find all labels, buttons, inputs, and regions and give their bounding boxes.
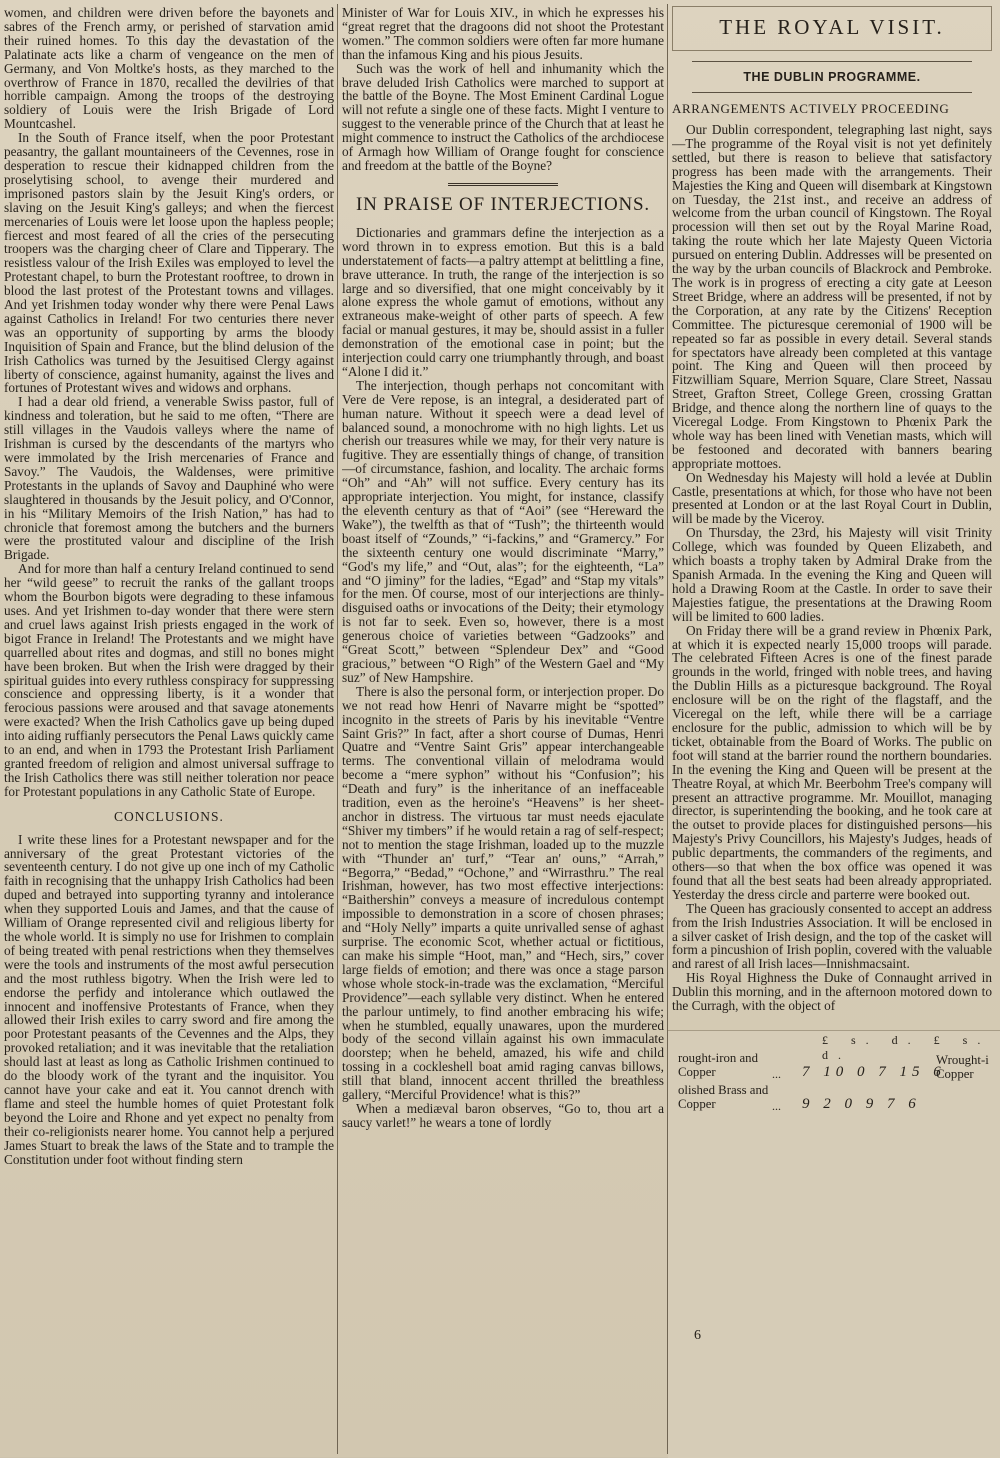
paragraph: His Royal Highness the Duke of Connaught arrived in Dublin this morning, and in the afternoon motored down to the Curragh, with the object of [672,970,992,1014]
item-label: olished Brass and Copper [678,1083,769,1111]
price-row [674,1083,994,1115]
paragraph: Such was the work of hell and inhumanity which the brave deluded Irish Catholics were marched to support at the battle of the Boyne. The Most Eminent Cardinal Logue will not refute a single one of these facts. Might I venture to suggest to the venerable prince of the Church that at least he might commence to instruct the Catholics of the archdiocese of Armagh how William of Orange fought for conscience and freedom at the battle of the Boyne? [342,60,664,173]
paragraph: There is also the personal form, or interjection proper. Do we not read how Henri of Navarre might be “spotted” incognito in the streets of Paris by his inevitable “Ventre Saint Gris?” In fact, after a short course of Dumas, Henri Quatre and “Ventre Saint Gris” appear interchangeable terms. The conventional villain of melodrama would become a “mere syphon” without his “Confusion”; his “Death and fury” is the inheritance of an ineffaceable tradition, even as the heroine's “Heavens” is her sheet-anchor in distress. The virtuous tar must needs ejaculate “Shiver my timbers” if he would retain a rag of self-respect; not to mention the stage Irishman, loaded up to the muzzle with “Thunder an' turf,” “Tear an' ouns,” “Arrah,” “Begorra,” “Bedad,” “Ochone,” and “Wirrasthru.” The real Irishman, however, has two most effective interjections: “Baithershin” conveys a measure of incredulous contempt impossible to demonstration in a score of chosen phrases; and “Holy Nelly” imparts a quite unrivalled sense of aghast surprise. The economic Scot, whether actual or fictitious, can make his simple “Hoot, man,” and “Hech, sirs,” cover large fields of emotion; and there was once a stage parson whose whole stock-in-trade was the exclamation, “Merciful Providence”—each syllable very distinct. When he entered the parlour untimely, to find another embracing his wife; when he stumbled, equally unawares, upon the murdered body of the second villain against his own immaculate doorstep; when he beheld, amazed, his wife and child tossing in a cockleshell boat amid raging canvas billows, still that bland, innocent accent thrilled the breathless gallery, “Merciful Providence! what is this?” [342,683,664,1103]
currency-header: £ s. d. £ s. d. [822,1033,991,1062]
paragraph: When a mediæval baron observes, “Go to, thou art a saucy varlet!” he wears a tone of lordly [342,1100,664,1130]
item-label: rought-iron and Copper [678,1051,758,1079]
paragraph: I had a dear old friend, a venerable Swiss pastor, full of kindness and toleration, but he said to me often, “There are still villages in the Vaudois valleys where the name of Irishman is cursed by the descendants of the martyrs who were immolated by the Irish mercenaries of France and Savoy.” The Vaudois, the Waldenses, were primitive Protestants in the uplands of Savoy and Dauphiné who were slaughtered in thousands by the Jesuit policy, and O'Connor, in his “Military Memoirs of the Irish Nation,” has had to chronicle that foremost among the butchers and the burners were the prostituted valour and discipline of the Irish Brigade. [4,394,334,563]
paragraph: On Thursday, the 23rd, his Majesty will visit Trinity College, which was founded by Queen Elizabeth, and which boasts a trophy taken by Admiral Drake from the Spanish Armada. In the evening the King and Queen will hold a Drawing Room at the Castle. In order to save their Majesties fatigue, the presentations at the Drawing Room will be limited to 600 ladies. [672,525,992,624]
section-divider [448,183,558,186]
page-number: 6 [694,1328,701,1343]
price-amount: 7 10 0 7 15 6 [802,1064,946,1080]
column-middle [342,6,664,1454]
paragraph: On Friday there will be a grand review in Phœnix Park, at which it is expected nearly 15,000 troops will parade. The celebrated Fifteen Acres is one of the finest parade grounds in the world, fringed with noble trees, and having the Dublin Hills as a picturesque background. The Royal enclosure will be on the right of the flagstaff, and the Viceregal on the left, while there will be a carriage enclosure for the public, admission to which will be by ticket, obtainable from the Board of Works. The public on foot will stand at the barrier round the northern boundaries. In the evening the King and Queen will be present at the Theatre Royal, at which Mr. Beerbohm Tree's company will present an attractive programme. Mr. Mouillot, managing director, is superintending the booking, and he took care at the outset to provide places for distinguished persons—his Majesty's Privy Councillors, his Majesty's Judges, heads of public departments, the commanders of the regiments, and others—so that when the box office was opened it was found that all the best seats had been already appropriated. Yesterday the dress circle and parterre were booked out. [672,622,992,902]
article-title: IN PRAISE OF INTERJECTIONS. [356,193,650,215]
column-left [4,6,334,1454]
royal-visit-header [672,6,992,51]
conclusions-heading: CONCLUSIONS. [114,808,224,824]
paragraph: And for more than half a century Ireland continued to send her “wild geese” to recruit the ranks of the gallant troops whom the Bourbon bigots were degrading to these infamous uses. And yet Irishmen to-day wonder that there were stern and cruel laws against Irish priests engaged in the work of bigot France in Ireland! The Protestants and we might have quarrelled about rites and dogmas, and still no bones might have been broken. But when the Irish were dragged by their spiritual guides into every ruthless conspiracy for suppressing conscience and oppressing liberty, is it a wonder that ferocious passions were aroused and that savage atonements were exacted? When the Irish Catholics gave up being duped into aiding ruffianly persecutors the Penal Laws quickly came to an end, and when in 1793 the Protestant Irish Parliament granted freedom of religion and almost universal suffrage to the Irish Catholics there was still neither toleration nor peace for Protestant populations in any Catholic State of Europe. [4,561,334,799]
item-label-right: Wrought-i Copper [936,1053,989,1081]
price-row [674,1051,994,1083]
paragraph: Minister of War for Louis XIV., in which he expresses his “great regret that the dragoons did not shoot the Protestant women.” The common soldiers were often far more humane than the infamous King and his pious Jesuits. [342,6,664,62]
paragraph: Our Dublin correspondent, telegraphing last night, says—The programme of the Royal visit is not yet definitely settled, but there is reason to believe that satisfactory progress has been made with the arrangements. Their Majesties the King and Queen will disembark at Kingstown on Tuesday, the 21st inst., and receive an address of welcome from the urban council of Kingstown. The Royal procession will then set out by the Royal Marine Road, taking the route which her late Majesty Queen Victoria pursued on entering Dublin. Addresses will be presented on the way by the urban councils of Blackrock and Pembroke. The work is in progress of erecting a city gate at Leeson Street Bridge, where an address will be presented, if not by the Corporation, at any rate by the Citizens' Reception Committee. The picturesque ceremonial of 1900 will be repeated so far as possible in every detail. Several stands for spectators have already been completed at this vantage point. The King and Queen will then proceed by Fitzwilliam Square, Merrion Square, Clare Street, Nassau Street, Grafton Street, College Green, crossing Grattan Bridge, and thence along the northern line of quays to the Viceregal Lodge. From Kingstown to Phœnix Park the whole way has been lined with Venetian masts, which will be festooned and decorated with banners bearing appropriate mottoes. [672,122,992,471]
paragraph: I write these lines for a Protestant newspaper and for the anniversary of the great Protestant victories of the seventeenth century. I do not give up one inch of my Catholic faith in recognising that the unhappy Irish Catholics had been duped and betrayed into supporting tyranny and intolerance when they supported Louis and James, and that the cause of William of Orange represented civil and religious liberty for the whole world. It is simply no use for Irishmen to complain of being treated with penal restrictions when they themselves were the tools and instruments of the most awful persecution and the most ruthless bigotry. When the Irish were led to endorse the perfidy and intolerance which outlawed the innocent and inoffensive Protestants of France, when they allowed their Irish exiles to carry sword and fire among the poor Protestant peasants of the Cevennes and the Alps, they provoked retaliation; and it was inevitable that the retaliation should last at least as long as Catholic Irishmen continued to do the bloody work of the tyrant and the inquisitor. You cannot have your cake and eat it. You cannot drench with flame and steel the humble homes of quiet Protestant folk beyond the Loire and Rhone and yet expect no penalty from their co-religionists nearer home. You cannot help a perjured James Stuart to break the laws of the State and to trample the Constitution under foot without finding stern [4,831,334,1167]
price-amount: 9 2 0 9 7 6 [802,1096,921,1112]
article-subtitle: THE DUBLIN PROGRAMME. [743,70,921,84]
divider [692,92,972,93]
section-heading: ARRANGEMENTS ACTIVELY PROCEEDING [672,101,950,116]
divider [692,61,972,62]
price-list-clipping [668,1030,1000,1458]
paragraph: In the South of France itself, when the poor Protestant peasantry, the gallant mountaineers of the Cevennes, rose in desperation to rescue their kidnapped children from the proselytising school, to avenge their murdered and imprisoned pastors slain by the Jesuit King's orders, or slaving on the Jesuit King's galleys; and when the fiercest mercenaries of Louis were let loose upon the hapless people; fiercest and most feared of all the cries of the persecuting troopers was the charging cheer of Clare and Tipperary. The resistless valour of the Irish Exiles was employed to level the Protestant chapel, to burn the Protestant rooftree, to drown in blood the last protest of the Protestant towns and villages. And yet Irishmen today wonder why there were Penal Laws against Catholics in Ireland! For two centuries there never was an opportunity of supporting by arms the bloody Inquisition of Spain and France, but the blind delusion of the Irish Catholics was turned by the Jesuitised Clergy against liberty of conscience, against humanity, against the lives and fortunes of Protestant wives and widows and orphans. [4,130,334,396]
paragraph: Dictionaries and grammars define the interjection as a word thrown in to express emotion. But this is a bald understatement of facts—a paltry attempt at belittling a fine, brave utterance. In truth, the range of the interjection is so large and so diversified, that one might conceivably by it alone express the whole gamut of emotions, without any extraneous make-weight of other parts of speech. A few facial or manual gestures, it may be, should assist in a fuller demonstration of the emotional case in point; but the interjection could carry one triumphantly through, and boast “Alone I did it.” [342,224,664,379]
paragraph: On Wednesday his Majesty will hold a levée at Dublin Castle, presentations at which, for those who have not been presented at London or at the last Royal Court in Dublin, will be made by the Viceroy. [672,469,992,527]
column-right [672,6,992,1026]
leader-dots: ... [772,1099,781,1113]
paragraph: The Queen has graciously consented to accept an address from the Irish Industries Association. It will be enclosed in a silver casket of Irish design, and the top of the casket will form a pincushion of Irish poplin, covered with the valuable and rarest of all Irish laces—Innishmacsaint. [672,900,992,972]
column-rule [337,4,338,1454]
article-title: THE ROYAL VISIT. [719,15,945,39]
paragraph: The interjection, though perhaps not concomitant with Vere de Vere repose, is an integral, a desiderated part of human nature. Without it speech were a dead level of balanced sound, a monochrome with no high lights. Let us cherish our treasures while we may, for their very nature is fugitive. They are essentially things of change, of transition—of circumstance, fashion, and locality. The archaic forms “Oh” and “Ah” will not suffice. Every century has its appropriate interjection. You might, for instance, classify the eleventh century as that of “Aoi” (see “Hereward the Wake”), the twelfth as that of “Tush”; the thirteenth would boast itself of “Zounds,” “i-fackins,” and “Gramercy.” For the sixteenth century one would discriminate “Marry,” “God's my life,” and “Out, alas”; for the eighteenth, “La” and “O jiminy” for the ladies, “Egad” and “Stap my vitals” for the men. Of course, most of our interjections are thinly-disguised oaths or invocations of the Deity; their etymology is not far to seek. Even so, however, there is a most generous choice of varieties between “Gadzooks” and “Great Scott,” between “Splendeur Dex” and “Good gracious,” between “O Righ” of the Western Gael and “My suz” of New Hampshire. [342,377,664,685]
leader-dots: ... [772,1067,781,1081]
paragraph: women, and children were driven before the bayonets and sabres of the French army, or perished of starvation amid their ruined homes. To this day the devastation of the Palatinate acts like a charm of vengeance on the men of Germany, and Von Moltke's hosts, as they marched to the overthrow of France in 1870, recalled the devilries of that horrible campaign. Among the troops of the destroying soldiery of Louis were the Irish Brigade of Lord Mountcashel. [4,6,334,132]
